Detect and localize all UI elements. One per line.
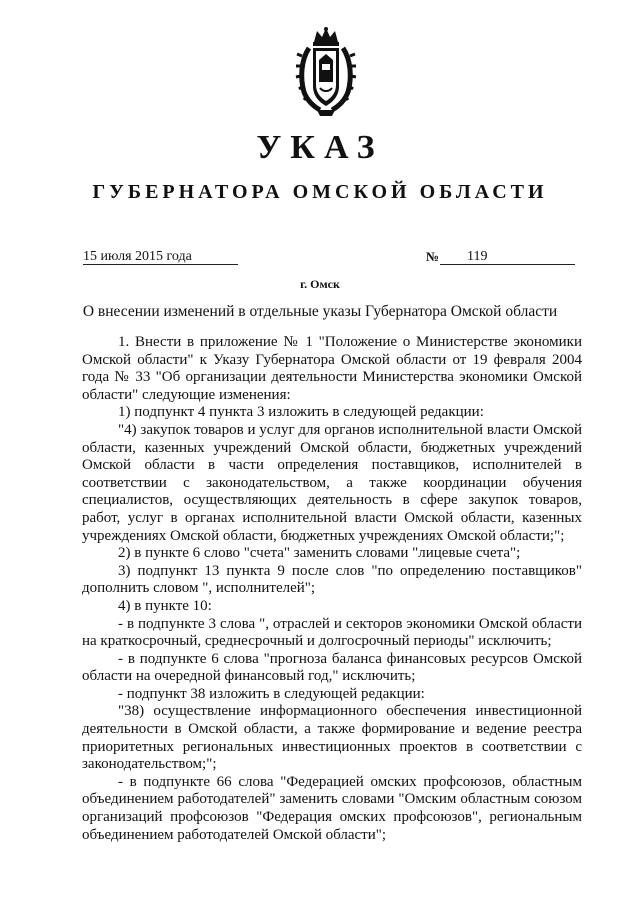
paragraph: 1. Внести в приложение № 1 "Положение о Министерстве экономики Омской области" к Указу Губернатора Омской области от 19 февраля 2004 года № 33 "Об организации деятельности Министерства экономики Омской области" следующие изменения: (82, 334, 582, 403)
decree-body (82, 334, 582, 844)
decree-heading: О внесении изменений в отдельные указы Губернатора Омской области (82, 303, 558, 320)
paragraph: 2) в пункте 6 слово "счета" заменить словами "лицевые счета"; (118, 545, 521, 562)
number-underline (440, 264, 575, 265)
paragraph: - в подпункте 3 слова ", отраслей и секторов экономики Омской области на краткосрочный, среднесрочный и долгосрочный периоды" исключить; (82, 615, 582, 650)
document-subtitle: ГУБЕРНАТОРА ОМСКОЙ ОБЛАСТИ (92, 181, 548, 203)
paragraph: "4) закупок товаров и услуг для органов исполнительной власти Омской области, казенных учреждений Омской области, бюджетных учреждений Омской области в части определения поставщиков, исполнителей в соответствии с законодательством, а также координации обучения специалистов, осуществляющих деятельность в сфере закупок товаров, работ, услуг в органах исполнительной власти Омской области, казенных учреждениях Омской области, бюджетных учреждениях Омской области;"; (82, 421, 582, 544)
document-title: УКАЗ (256, 129, 384, 166)
coat-of-arms-icon (295, 26, 357, 118)
paragraph: - в подпункте 66 слова "Федерацией омских профсоюзов, областным объединением работодателей" заменить словами "Омским областным союзом организаций профсоюзов "Федерация омских профсоюзов", региональным объединением работодателей Омской области"; (82, 773, 582, 843)
city-label: г. Омск (300, 277, 340, 291)
paragraph: 4) в пункте 10: (118, 597, 212, 614)
paragraph: - подпункт 38 изложить в следующей редакции: (118, 685, 425, 702)
date-underline (83, 264, 238, 265)
paragraph: 3) подпункт 13 пункта 9 после слов "по определению поставщиков" дополнить словом ", исполнителей"; (82, 562, 582, 597)
paragraph: "38) осуществление информационного обеспечения инвестиционной деятельности в Омской области, а также формирование и ведение реестра приоритетных региональных инвестиционных проектов в соответствии с законодательством;"; (82, 703, 582, 773)
decree-date: 15 июля 2015 года (83, 249, 192, 264)
paragraph: 1) подпункт 4 пункта 3 изложить в следующей редакции: (118, 404, 484, 421)
decree-number: 119 (467, 249, 488, 264)
paragraph: - в подпункте 6 слова "прогноза баланса финансовых ресурсов Омской области на очередной финансовый год," исключить; (82, 650, 582, 685)
number-label: № (426, 249, 440, 264)
